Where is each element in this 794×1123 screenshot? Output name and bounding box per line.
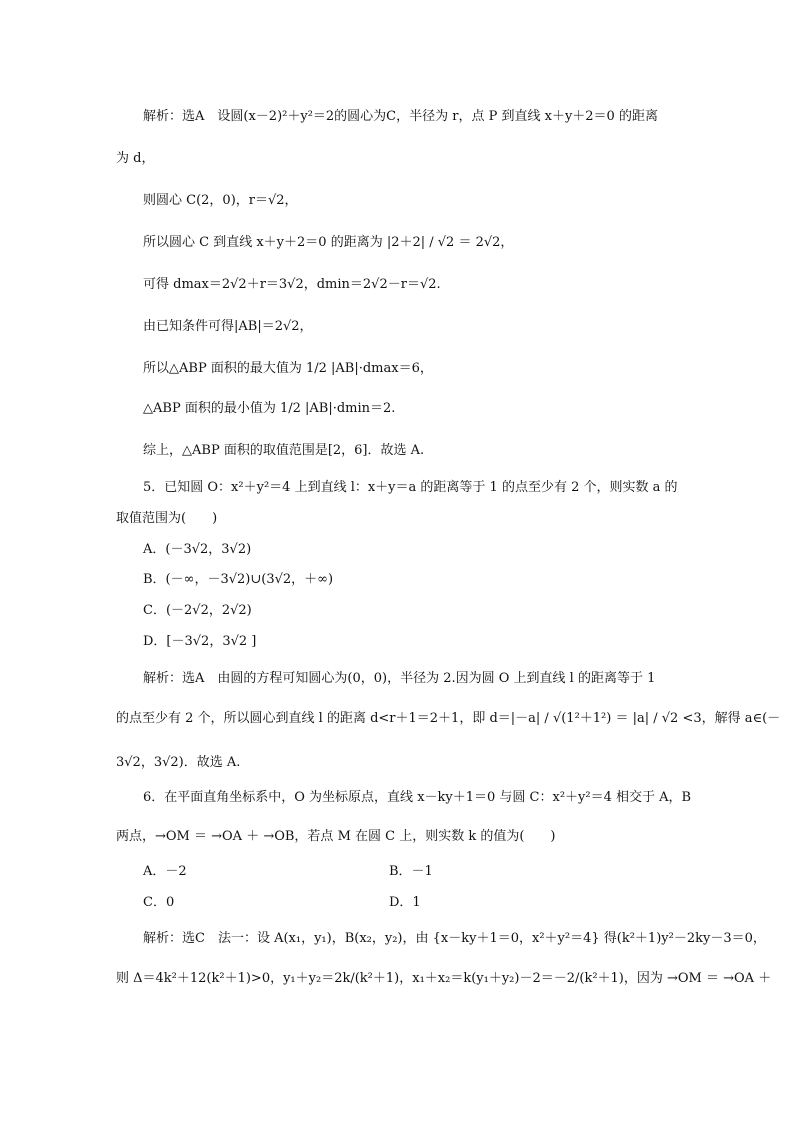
- text-line: △ABP 面积的最小值为 1/2 |AB|·dmin＝2.: [143, 401, 396, 416]
- question-5-stem: 取值范围为( ): [116, 511, 218, 526]
- text-line: 解析：选A 由圆的方程可知圆心为(0，0)，半径为 2.因为圆 O 上到直线 l 的距离等于 1: [143, 671, 656, 686]
- option-b: B．－1: [389, 864, 433, 879]
- text-line: 所以圆心 C 到直线 x＋y＋2＝0 的距离为 |2＋2| / √2 ＝ 2√2，: [143, 235, 514, 250]
- option-a: A．－2: [143, 864, 187, 879]
- text-line: 解析：选C 法一：设 A(x₁，y₁)，B(x₂，y₂)，由 {x－ky＋1＝0，x²＋y²＝4} 得(k²＋1)y²－2ky－3＝0，: [143, 931, 766, 946]
- text-line: 则圆心 C(2，0)，r＝√2，: [143, 193, 298, 208]
- text-line: 所以△ABP 面积的最大值为 1/2 |AB|·dmax＝6，: [143, 361, 433, 376]
- text-line: 综上，△ABP 面积的取值范围是[2，6]．故选 A.: [143, 443, 425, 458]
- text-line: 由已知条件可得|AB|＝2√2，: [143, 319, 313, 334]
- option-d: D．[－3√2，3√2 ]: [143, 634, 257, 649]
- option-c: C．0: [143, 895, 175, 910]
- question-6-stem: 两点，→OM ＝ →OA ＋ →OB，若点 M 在圆 C 上，则实数 k 的值为( ): [116, 829, 556, 844]
- question-5-stem: 5．已知圆 O：x²＋y²＝4 上到直线 l：x＋y＝a 的距离等于 1 的点至少有 2 个，则实数 a 的: [143, 480, 678, 495]
- text-line: 为 d，: [116, 151, 155, 166]
- option-b: B．(－∞，－3√2)∪(3√2，＋∞): [143, 572, 334, 587]
- question-6-stem: 6．在平面直角坐标系中，O 为坐标原点，直线 x－ky＋1＝0 与圆 C：x²＋y²＝4 相交于 A，B: [143, 790, 692, 805]
- option-c: C．(－2√2，2√2): [143, 603, 252, 618]
- text-line: 解析：选A 设圆(x－2)²＋y²＝2的圆心为C，半径为 r，点 P 到直线 x＋y＋2＝0 的距离: [143, 109, 658, 124]
- text-line: 可得 dmax＝2√2＋r＝3√2，dmin＝2√2－r＝√2.: [143, 277, 441, 292]
- option-a: A．(－3√2，3√2): [143, 542, 252, 557]
- text-line: 则 Δ＝4k²＋12(k²＋1)>0，y₁＋y₂＝2k/(k²＋1)，x₁＋x₂＝k(y₁＋y₂)－2＝－2/(k²＋1)，因为 →OM ＝ →OA ＋: [116, 971, 772, 986]
- option-d: D．1: [389, 895, 421, 910]
- text-line: 3√2，3√2)．故选 A.: [116, 755, 241, 770]
- text-line: 的点至少有 2 个，所以圆心到直线 l 的距离 d<r＋1＝2＋1，即 d＝|－a| / √(1²＋1²) ＝ |a| / √2 <3，解得 a∈(－: [116, 711, 781, 726]
